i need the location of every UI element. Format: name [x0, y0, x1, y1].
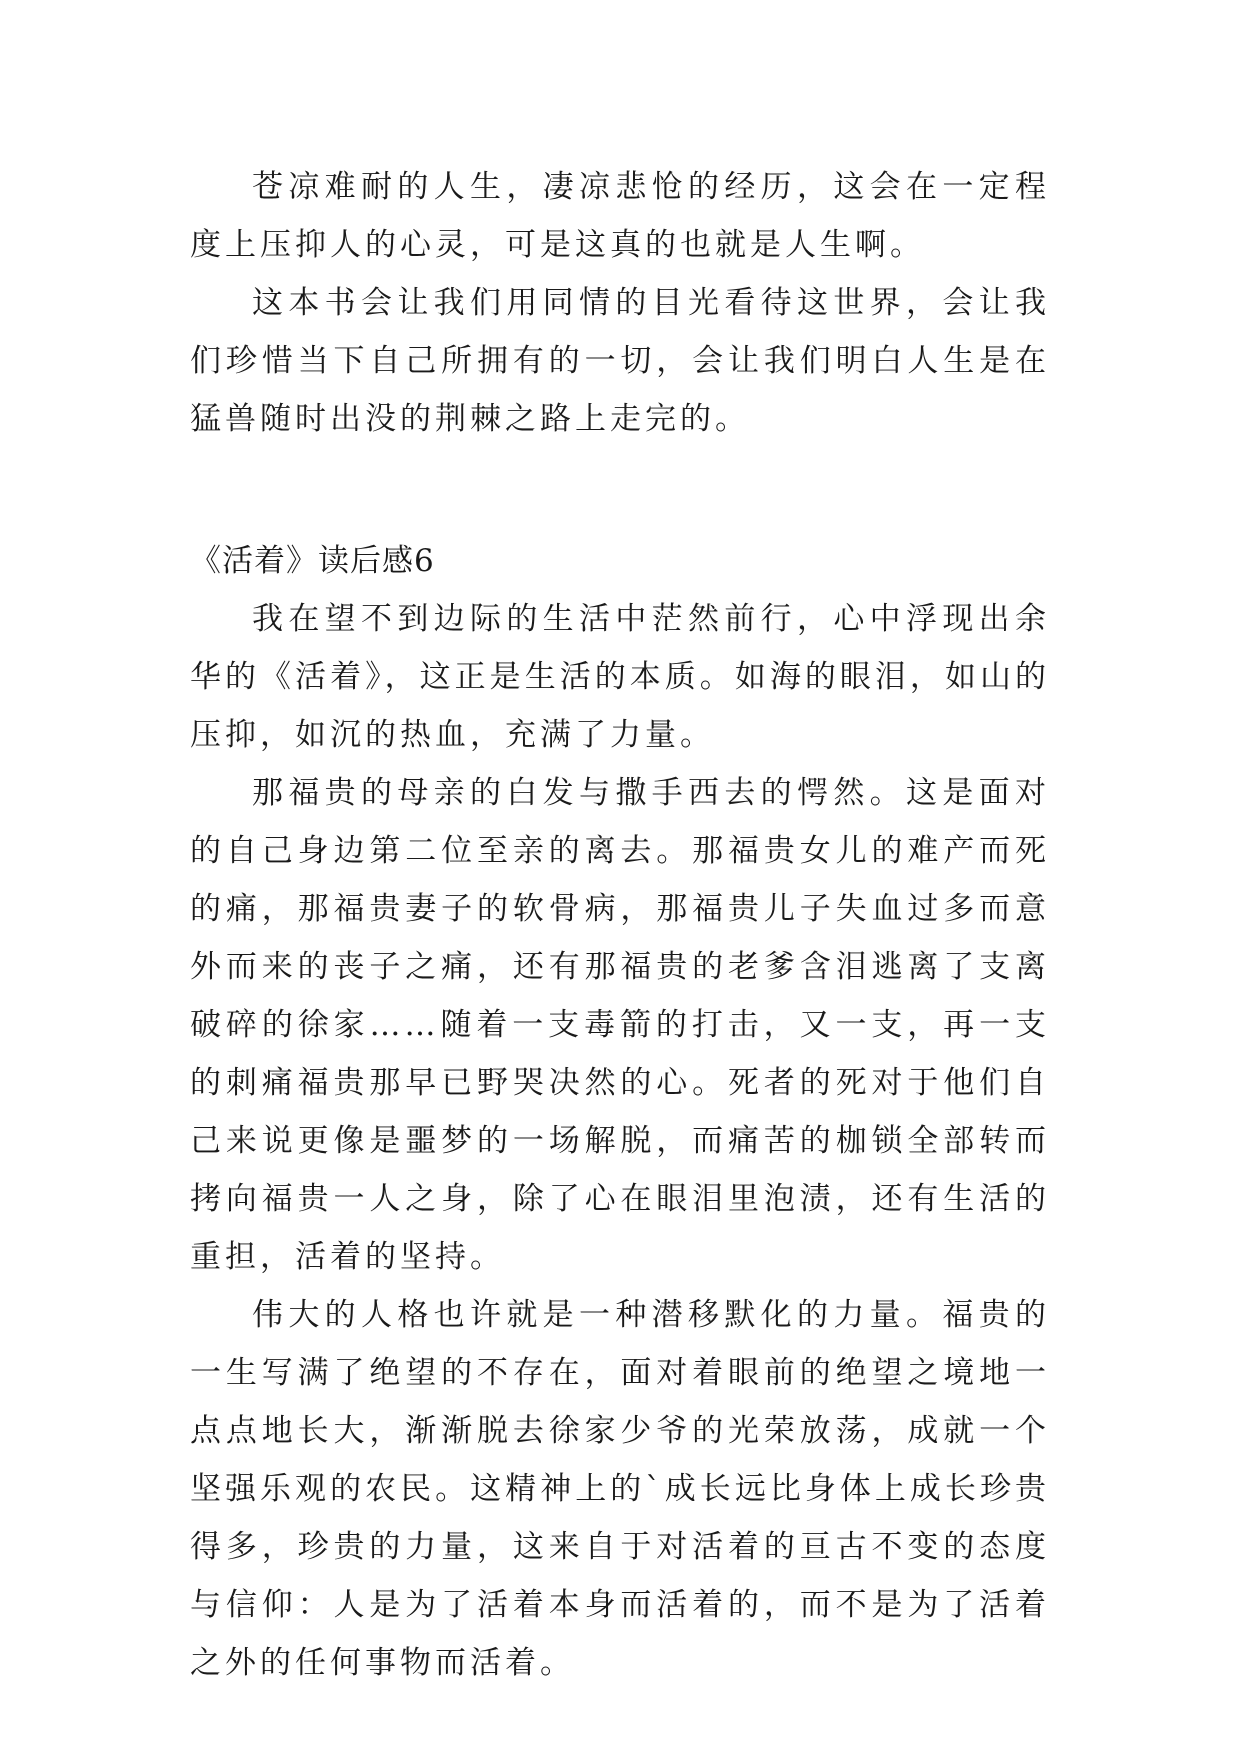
- section-gap: [190, 448, 1050, 532]
- paragraph: 这本书会让我们用同情的目光看待这世界，会让我们珍惜当下自己所拥有的一切，会让我们明白人生是在猛兽随时出没的荆棘之路上走完的。: [190, 285, 1050, 437]
- paragraph: 我在望不到边际的生活中茫然前行，心中浮现出余华的《活着》，这正是生活的本质。如海的眼泪，如山的压抑，如沉的热血，充满了力量。: [190, 601, 1050, 753]
- paragraph: 伟大的人格也许就是一种潜移默化的力量。福贵的一生写满了绝望的不存在，面对着眼前的绝望之境地一点点地长大，渐渐脱去徐家少爷的光荣放荡，成就一个坚强乐观的农民。这精神上的`成长远比身体上成长珍贵得多，珍贵的力量，这来自于对活着的亘古不变的态度与信仰：人是为了活着本身而活着的，而不是为了活着之外的任何事物而活着。: [190, 1297, 1050, 1681]
- paragraph: 那福贵的母亲的白发与撒手西去的愕然。这是面对的自己身边第二位至亲的离去。那福贵女儿的难产而死的痛，那福贵妻子的软骨病，那福贵儿子失血过多而意外而来的丧子之痛，还有那福贵的老爹含泪逃离了支离破碎的徐家……随着一支毒箭的打击，又一支，再一支的刺痛福贵那早已野哭决然的心。死者的死对于他们自己来说更像是噩梦的一场解脱，而痛苦的枷锁全部转而拷向福贵一人之身，除了心在眼泪里泡渍，还有生活的重担，活着的坚持。: [190, 775, 1050, 1275]
- document-page: [190, 158, 1050, 1692]
- section-title: 《活着》读后感6: [190, 543, 435, 579]
- paragraph: 苍凉难耐的人生，凄凉悲怆的经历，这会在一定程度上压抑人的心灵，可是这真的也就是人生啊。: [190, 169, 1050, 263]
